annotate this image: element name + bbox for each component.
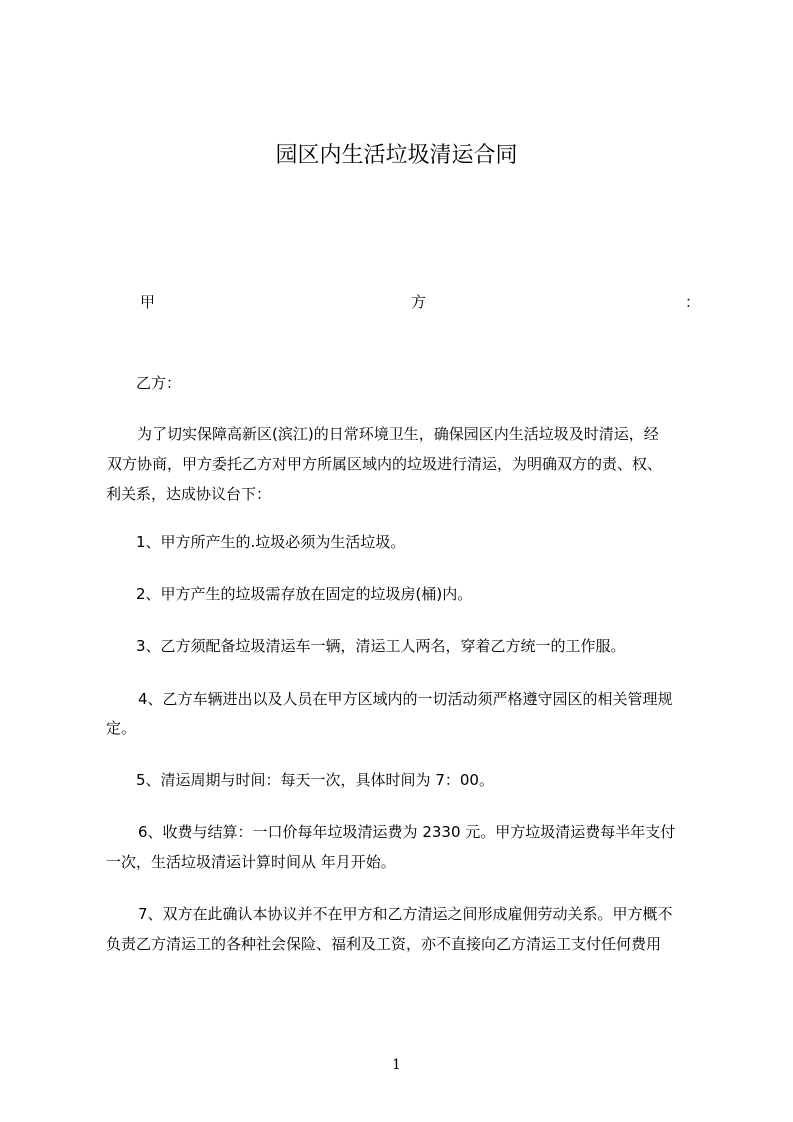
party-a-char-1: 甲 xyxy=(140,293,156,311)
clause-4-line-1: 4、乙方车辆进出以及人员在甲方区域内的一切活动须严格遵守园区的相关管理规 xyxy=(138,690,673,708)
party-a-colon: ： xyxy=(685,293,701,311)
clause-7-line-1: 7、双方在此确认本协议并不在甲方和乙方清运之间形成雇佣劳动关系。甲方概不 xyxy=(138,905,673,923)
intro-line-3: 利关系，达成协议台下： xyxy=(106,485,272,503)
clause-3-line-1: 3、乙方须配备垃圾清运车一辆，清运工人两名，穿着乙方统一的工作服。 xyxy=(136,637,626,655)
document-title: 园区内生活垃圾清运合同 xyxy=(275,143,518,168)
clause-1-line-1: 1、甲方所产生的.垃圾必须为生活垃圾。 xyxy=(136,533,406,551)
page-number: 1 xyxy=(392,1057,401,1073)
party-a-line xyxy=(140,290,701,314)
clause-2-line-1: 2、甲方产生的垃圾需存放在固定的垃圾房(桶)内。 xyxy=(136,585,473,603)
intro-line-2: 双方协商，甲方委托乙方对甲方所属区域内的垃圾进行清运，为明确双方的责、权、 xyxy=(107,455,663,473)
clause-5-line-1: 5、清运周期与时间：每天一次，具体时间为 7：00。 xyxy=(136,771,494,789)
clause-4-line-2: 定。 xyxy=(106,719,137,737)
clause-7-line-2: 负责乙方清运工的各种社会保险、福利及工资，亦不直接向乙方清运工支付任何费用 xyxy=(106,935,662,953)
clause-6-line-1: 6、收费与结算：一口价每年垃圾清运费为 2330 元。甲方垃圾清运费每半年支付 xyxy=(138,823,676,841)
clause-6-line-2: 一次，生活垃圾清运计算时间从 年月开始。 xyxy=(106,853,396,871)
party-a-char-2: 方 xyxy=(411,293,427,311)
intro-line-1: 为了切实保障高新区(滨江)的日常环境卫生，确保园区内生活垃圾及时清运，经 xyxy=(137,425,659,443)
party-b-line: 乙方： xyxy=(136,374,182,392)
